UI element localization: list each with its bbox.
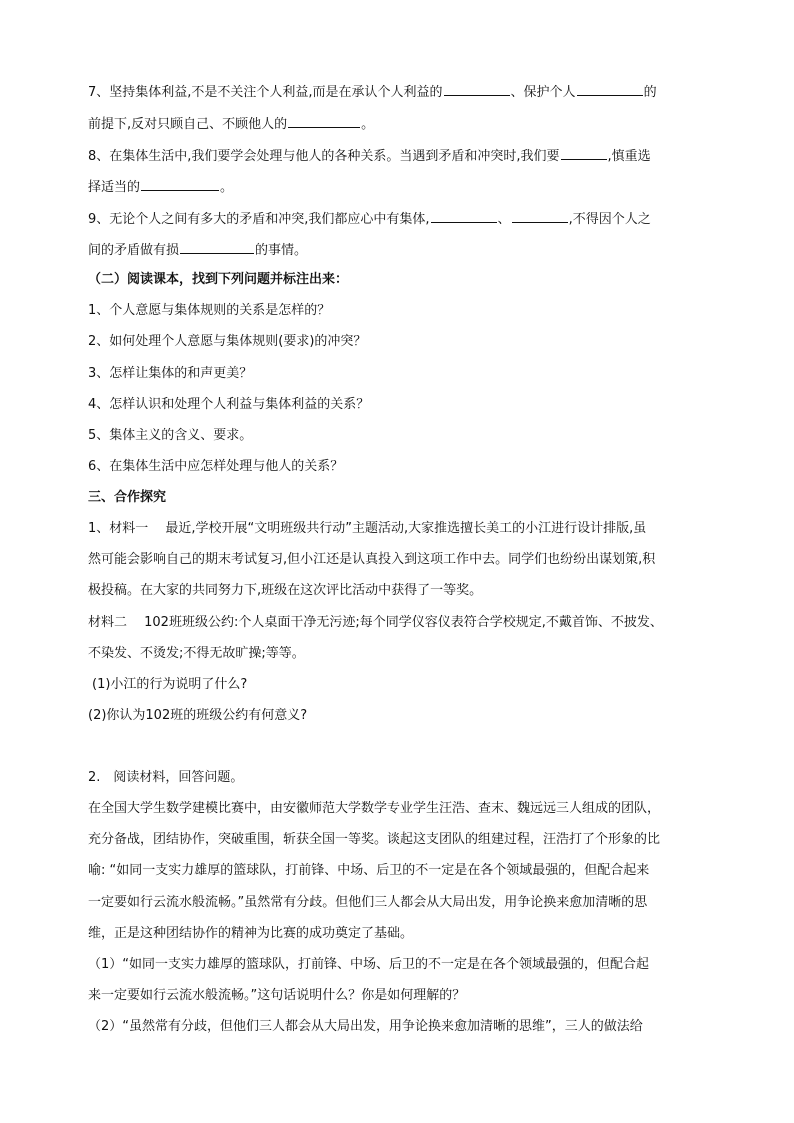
section-3-question-1: (1)小江的行为说明了什么? — [92, 677, 248, 692]
q7-blank-3[interactable] — [288, 113, 360, 128]
q8-text-2: ,慎重选 — [607, 149, 651, 164]
part-2-title: 2. 阅读材料，回答问题。 — [88, 770, 244, 785]
part-2-para-line-1: 在全国大学生数学建模比赛中，由安徽师范大学数学专业学生汪浩、查末、魏远远三人组成的团队， — [88, 801, 661, 816]
q7-blank-1[interactable] — [444, 81, 510, 96]
part-2-para-line-5: 维，正是这种团结协作的精神为比赛的成功奠定了基础。 — [88, 926, 414, 941]
q9-blank-3[interactable] — [180, 239, 254, 254]
q8-text-3: 择适当的 — [88, 180, 141, 195]
section-2-item-5: 5、集体主义的含义、要求。 — [88, 428, 253, 443]
material-2-line-2: 不染发、不烫发;不得无故旷操;等等。 — [88, 646, 305, 661]
q8-text-1: 8、在集体生活中,我们要学会处理与他人的各种关系。当遇到矛盾和冲突时,我们要 — [88, 149, 560, 164]
question-8-line-2 — [88, 176, 233, 198]
q9-text-2: 、 — [497, 212, 511, 227]
q9-blank-2[interactable] — [512, 208, 568, 223]
q8-blank-1[interactable] — [561, 145, 607, 160]
question-9-line-2 — [88, 239, 307, 261]
material-1-line-1: 1、材料一 最近,学校开展“文明班级共行动”主题活动,大家推选擅长美工的小江进行设计排版,虽 — [88, 521, 647, 536]
section-3-heading: 三、合作探究 — [88, 490, 167, 505]
question-8-line-1 — [88, 145, 651, 167]
q9-text-4: 间的矛盾做有损 — [88, 243, 180, 258]
section-2-heading: （二）阅读课本，找到下列问题并标注出来： — [88, 272, 349, 287]
question-9-line-1 — [88, 208, 651, 230]
q7-text-3: 的 — [643, 85, 657, 100]
part-2-question-1-line-2: 来一定要如行云流水般流畅。”这句话说明什么？你是如何理解的？ — [88, 988, 466, 1003]
q9-text-1: 9、无论个人之间有多大的矛盾和冲突,我们都应心中有集体, — [88, 212, 430, 227]
q7-text-4: 前提下,反对只顾自己、不顾他人的 — [88, 117, 288, 132]
part-2-question-1-line-1: （1）“如同一支实力雄厚的篮球队，打前锋、中场、后卫的不一定是在各个领域最强的，但配合起 — [88, 957, 650, 972]
question-7-line-1 — [88, 81, 657, 103]
section-2-item-3: 3、怎样让集体的和声更美？ — [88, 366, 253, 381]
section-2-item-1: 1、个人意愿与集体规则的关系是怎样的？ — [88, 303, 331, 318]
q7-text-1: 7、坚持集体利益,不是不关注个人利益,而是在承认个人利益的 — [88, 85, 443, 100]
part-2-para-line-4: 一定要如行云流水般流畅。”虽然常有分歧。但他们三人都会从大局出发，用争论换来愈加清晰的思 — [88, 895, 648, 910]
section-2-item-6: 6、在集体生活中应怎样处理与他人的关系？ — [88, 459, 344, 474]
part-2-para-line-3: 喻: “如同一支实力雄厚的篮球队，打前锋、中场、后卫的不一定是在各个领域最强的，但配合起来 — [88, 863, 650, 878]
q9-text-5: 的事情。 — [255, 243, 308, 258]
material-1-line-3: 极投稿。在大家的共同努力下,班级在这次评比活动中获得了一等奖。 — [88, 583, 483, 598]
material-2-line-1: 材料二 102班班级公约:个人桌面干净无污迹;每个同学仪容仪表符合学校规定,不戴首饰、不披发、 — [88, 615, 663, 630]
q9-blank-1[interactable] — [431, 208, 497, 223]
question-7-line-2 — [88, 113, 374, 135]
material-1-line-2: 然可能会影响自己的期末考试复习,但小江还是认真投入到这项工作中去。同学们也纷纷出谋划策,积 — [88, 552, 656, 567]
q7-text-2: 、保护个人 — [510, 85, 576, 100]
section-2-item-4: 4、怎样认识和处理个人利益与集体利益的关系？ — [88, 397, 370, 412]
section-3-question-2: (2)你认为102班的班级公约有何意义? — [88, 708, 308, 723]
q7-blank-2[interactable] — [577, 81, 643, 96]
q8-blank-2[interactable] — [141, 176, 219, 191]
q9-text-3: ,不得因个人之 — [568, 212, 651, 227]
q7-text-5: 。 — [361, 117, 375, 132]
section-2-item-2: 2、如何处理个人意愿与集体规则(要求)的冲突？ — [88, 334, 367, 349]
q8-text-4: 。 — [220, 180, 234, 195]
part-2-para-line-2: 充分备战，团结协作，突破重围，斩获全国一等奖。谈起这支团队的组建过程，汪浩打了个形象的比 — [88, 832, 661, 847]
part-2-question-2-line-1: （2）“虽然常有分歧，但他们三人都会从大局出发，用争论换来愈加清晰的思维”，三人的做法给 — [88, 1019, 643, 1034]
